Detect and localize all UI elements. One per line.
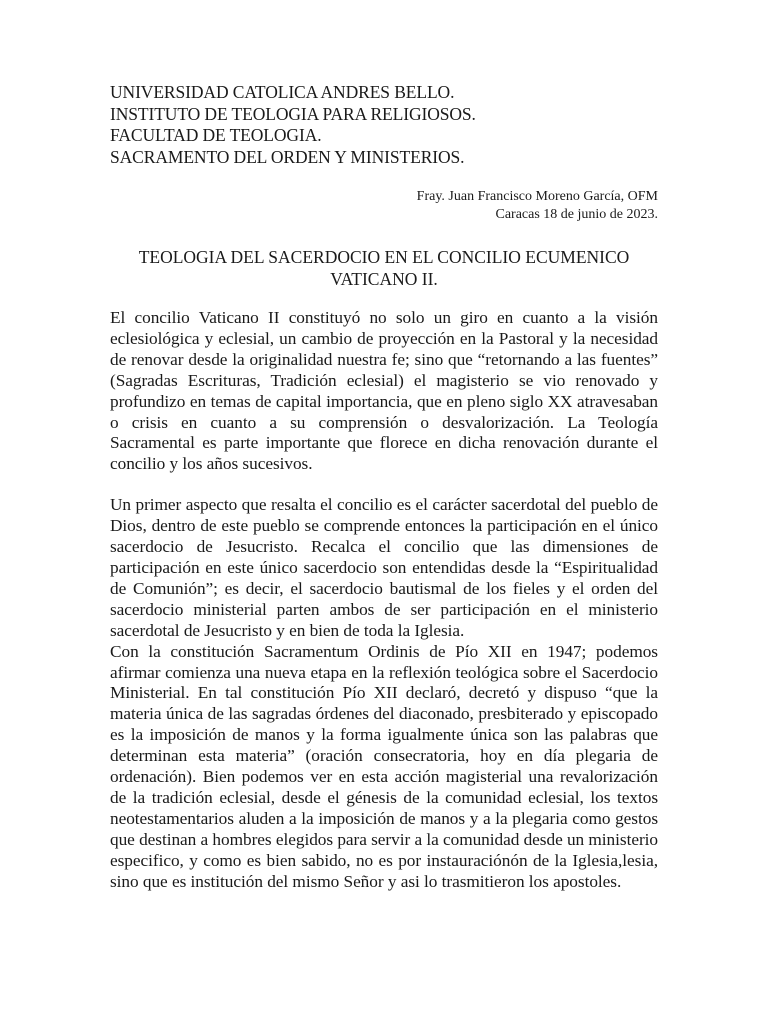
place-date: Caracas 18 de junio de 2023. xyxy=(495,207,658,222)
header-course: SACRAMENTO DEL ORDEN Y MINISTERIOS. xyxy=(110,146,465,167)
header-university: UNIVERSIDAD CATOLICA ANDRES BELLO. xyxy=(110,82,455,102)
author-name: Fray. Juan Francisco Moreno García, OFM xyxy=(416,189,658,204)
author-block xyxy=(110,188,658,224)
document-page xyxy=(110,82,658,892)
header-faculty: FACULTAD DE TEOLOGIA. xyxy=(110,125,322,145)
paragraph-2: Un primer aspecto que resalta el concilio es el carácter sacerdotal del pueblo de Dios, dentro de este pueblo se comprende entonces la participación en el único sacerdocio de Jesucristo. Recalca el concilio que las dimensiones de participación en este único sacerdocio son entendidas desde la “Espiritualidad de Comunión”; es decir, el sacerdocio bautismal de los fieles y el orden del sacerdocio ministerial parten ambos de ser participación en el ministerio sacerdotal de Jesucristo y en bien de toda la Iglesia. xyxy=(110,495,658,640)
header-institute: INSTITUTO DE TEOLOGIA PARA RELIGIOSOS. xyxy=(110,103,476,124)
paragraph-3: Con la constitución Sacramentum Ordinis de Pío XII en 1947; podemos afirmar comienza una nueva etapa en la reflexión teológica sobre el Sacerdocio Ministerial. En tal constitución Pío XII declaró, decretó y dispuso “que la materia única de las sagradas órdenes del diaconado, presbiterado y episcopado es la imposición de manos y la forma igualmente única son las palabras que determinan esta materia” (oración consecratoria, hoy en día plegaria de ordenación). Bien podemos ver en esta acción magisterial una revalorización de la tradición eclesial, desde el génesis de la comunidad eclesial, los textos neotestamentarios aluden a la imposición de manos y a la plegaria como gestos que destinan a hombres elegidos para servir a la comunidad desde un ministerio especifico, y como es bien sabido, no es por instauraciónón de la Iglesia,lesia, sino que es institución del mismo Señor y asi lo trasmitieron los apostoles. xyxy=(110,641,658,891)
paragraph-1: El concilio Vaticano II constituyó no solo un giro en cuanto a la visión eclesiológica y eclesial, un cambio de proyección en la Pastoral y la necesidad de renovar desde la originalidad nuestra fe; sino que “retornando a las fuentes” (Sagradas Escrituras, Tradición eclesial) el magisterio se vio renovado y profundizo en temas de capital importancia, que en pleno siglo XX atravesaban o crisis en cuanto a su comprensión o desvalorización. La Teología Sacramental es parte importante que florece en dicha renovación durante el concilio y los años sucesivos. xyxy=(110,308,658,474)
institution-header xyxy=(110,82,658,168)
document-title: TEOLOGIA DEL SACERDOCIO EN EL CONCILIO ECUMENICO VATICANO II. xyxy=(138,247,630,289)
